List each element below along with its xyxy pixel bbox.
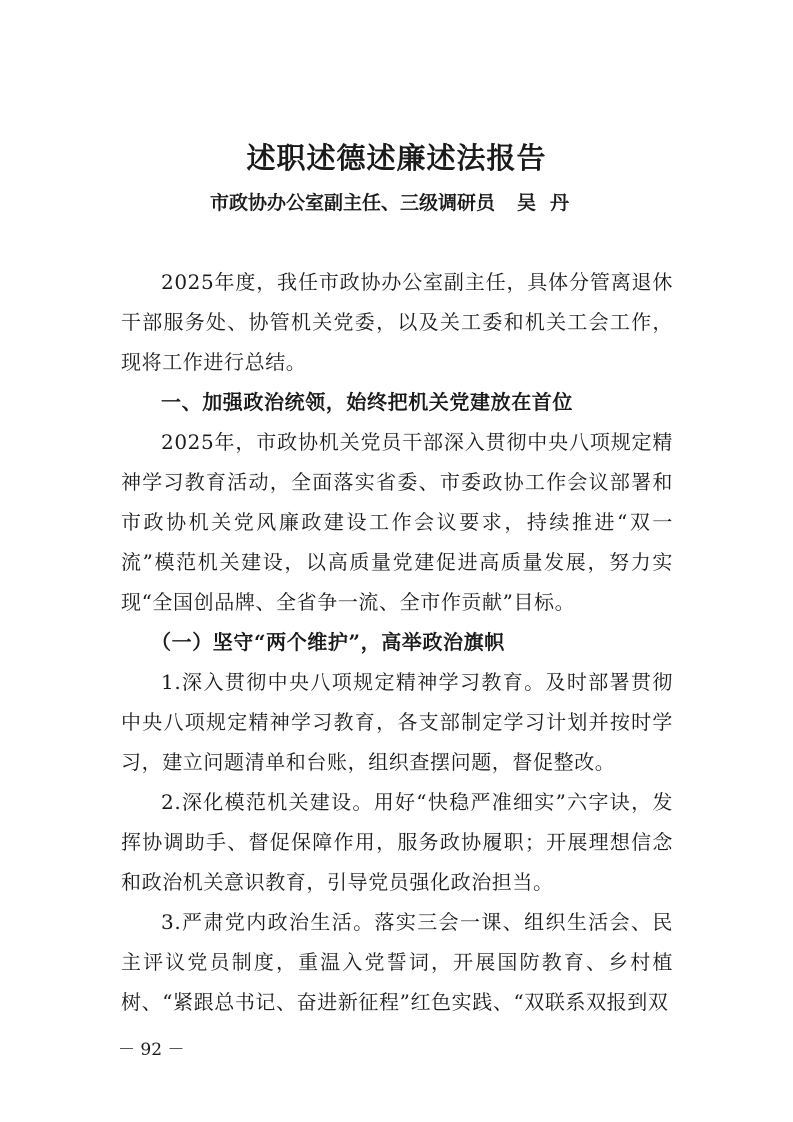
section-heading-1: 一、加强政治统领，始终把机关党建放在首位: [161, 390, 573, 414]
author-name: 吴丹: [517, 192, 584, 214]
paragraph-item-1: 1.深入贯彻中央八项规定精神学习教育。及时部署贯彻中央八项规定精神学习教育，各支部制定学习计划并按时学习，建立问题清单和台账，组织查摆问题，督促整改。: [121, 670, 673, 774]
paragraph-item-2: 2.深化模范机关建设。用好“快稳严准细实”六字诀，发挥协调助手、督促保障作用，服务政协履职；开展理想信念和政治机关意识教育，引导党员强化政治担当。: [121, 790, 673, 894]
author-role: 市政协办公室副主任、三级调研员: [209, 192, 495, 214]
document-title: 述职述德述廉述法报告: [246, 141, 547, 175]
paragraph-section-1: 2025年，市政协机关党员干部深入贯彻中央八项规定精神学习教育活动，全面落实省委、市委政协工作会议部署和市政协机关党风廉政建设工作会议要求，持续推进“双一流”模范机关建设，以高质量党建促进高质量发展，努力实现“全国创品牌、全省争一流、全市作贡献”目标。: [121, 430, 673, 614]
paragraph-intro: 2025年度，我任市政协办公室副主任，具体分管离退休干部服务处、协管机关党委，以及关工委和机关工会工作，现将工作进行总结。: [121, 270, 673, 374]
page-number: － 92 －: [118, 1040, 185, 1060]
subsection-heading-1: （一）坚守“两个维护”，高举政治旗帜: [151, 630, 505, 654]
paragraph-item-3: 3.严肃党内政治生活。落实三会一课、组织生活会、民主评议党员制度，重温入党誓词，开展国防教育、乡村植树、“紧跟总书记、奋进新征程”红色实践、“双联系双报到双: [121, 910, 673, 1014]
author-line: [0, 189, 793, 217]
document-body: [121, 262, 673, 1022]
